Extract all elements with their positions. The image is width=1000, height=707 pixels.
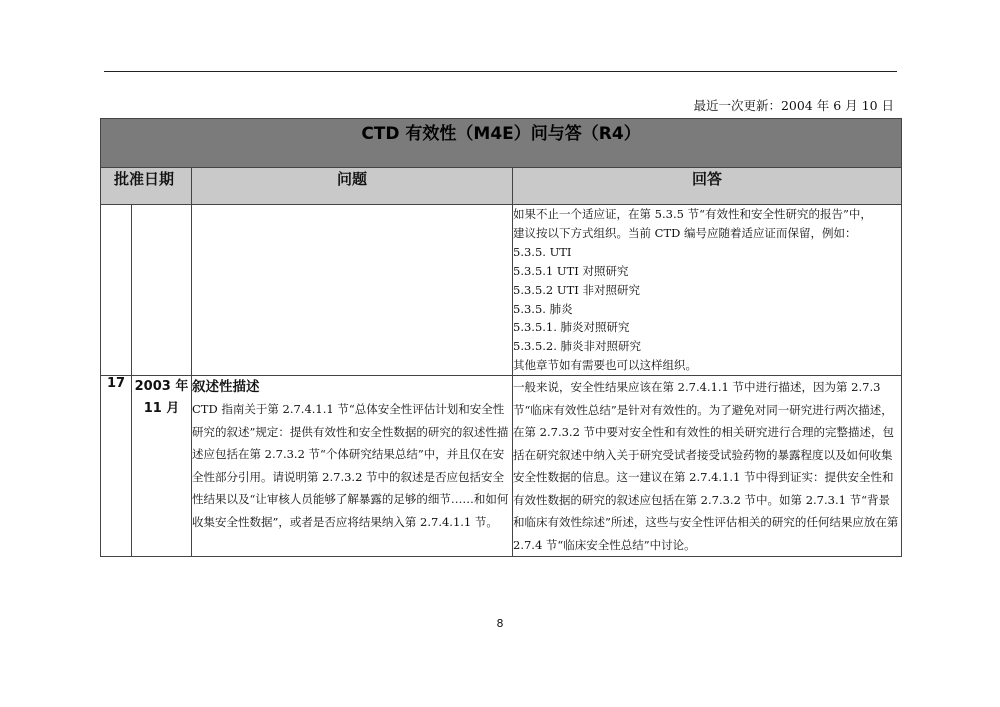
last-updated-date: 最近一次更新：2004 年 6 月 10 日 bbox=[693, 98, 894, 113]
column-header-answer: 回答 bbox=[513, 168, 902, 205]
qa-table bbox=[100, 118, 902, 557]
row-number: 17 bbox=[101, 376, 132, 557]
question-title: 叙述性描述 bbox=[192, 379, 260, 396]
cell-question-empty bbox=[192, 205, 513, 376]
approval-date bbox=[132, 376, 192, 557]
answer-text: 一般来说，安全性结果应该在第 2.7.4.1.1 节中进行描述，因为第 2.7.3 节“临床有效性总结”是针对有效性的。为了避免对同一研究进行两次描述，在第 2.7.3.2 节中要对安全性和有效性的相关研究进行合理的完整描述，包括在研究叙述中纳入关于研究受试者接受试验药物的暴露程度以及如何收集安全性数据的信息。这一建议在第 2.7.4.1.1 节中得到证实：提供安全性和有效性数据的研究的叙述应包括在第 2.7.3.2 节中。如第 2.7.3.1 节“背景和临床有效性综述”所述，这些与安全性评估相关的研究的任何结果应放在第 2.7.4 节“临床安全性总结”中讨论。 bbox=[513, 376, 902, 557]
table-row-continued bbox=[101, 205, 902, 376]
answer-line: 如果不止一个适应证，在第 5.3.5 节“有效性和安全性研究的报告”中， bbox=[513, 207, 872, 221]
answer-line: 5.3.5.2 UTI 非对照研究 bbox=[513, 282, 640, 297]
answer-line: 建议按以下方式组织。当前 CTD 编号应随着适应证而保留，例如： bbox=[513, 225, 857, 240]
answer-line: 5.3.5.2. 肺炎非对照研究 bbox=[513, 339, 642, 354]
approval-date-month: 11 月 bbox=[143, 401, 180, 417]
answer-line: 5.3.5.1. 肺炎对照研究 bbox=[513, 320, 630, 335]
table-title-row bbox=[101, 119, 902, 168]
header-rule bbox=[104, 71, 897, 72]
approval-date-year: 2003 年 bbox=[134, 379, 189, 395]
answer-line: 5.3.5.1 UTI 对照研究 bbox=[513, 263, 629, 278]
answer-line: 5.3.5. UTI bbox=[513, 244, 572, 259]
question-text: CTD 指南关于第 2.7.4.1.1 节“总体安全性评估计划和安全性研究的叙述”规定：提供有效性和安全性数据的研究的叙述性描述应包括在第 2.7.3.2 节“个体研究结果总结”中，并且仅在安全性部分引用。请说明第 2.7.3.2 节中的叙述是否应包括安全性结果以及“让审核人员能够了解暴露的足够的细节……和如何收集安全性数据”，或者是否应将结果纳入第 2.7.4.1.1 节。 bbox=[192, 402, 509, 529]
column-header-question: 问题 bbox=[192, 168, 513, 205]
table-title: CTD 有效性（M4E）问与答（R4） bbox=[101, 119, 902, 168]
table-row bbox=[101, 376, 902, 557]
answer-line: 其他章节如有需要也可以这样组织。 bbox=[513, 358, 697, 373]
cell-date-empty bbox=[132, 205, 192, 376]
answer-line: 5.3.5. 肺炎 bbox=[513, 301, 573, 316]
cell-answer-continued bbox=[513, 205, 902, 376]
page-number: 8 bbox=[496, 617, 504, 630]
table-header-row bbox=[101, 168, 902, 205]
cell-question bbox=[192, 376, 513, 557]
cell-number-empty bbox=[101, 205, 132, 376]
column-header-date: 批准日期 bbox=[101, 168, 192, 205]
